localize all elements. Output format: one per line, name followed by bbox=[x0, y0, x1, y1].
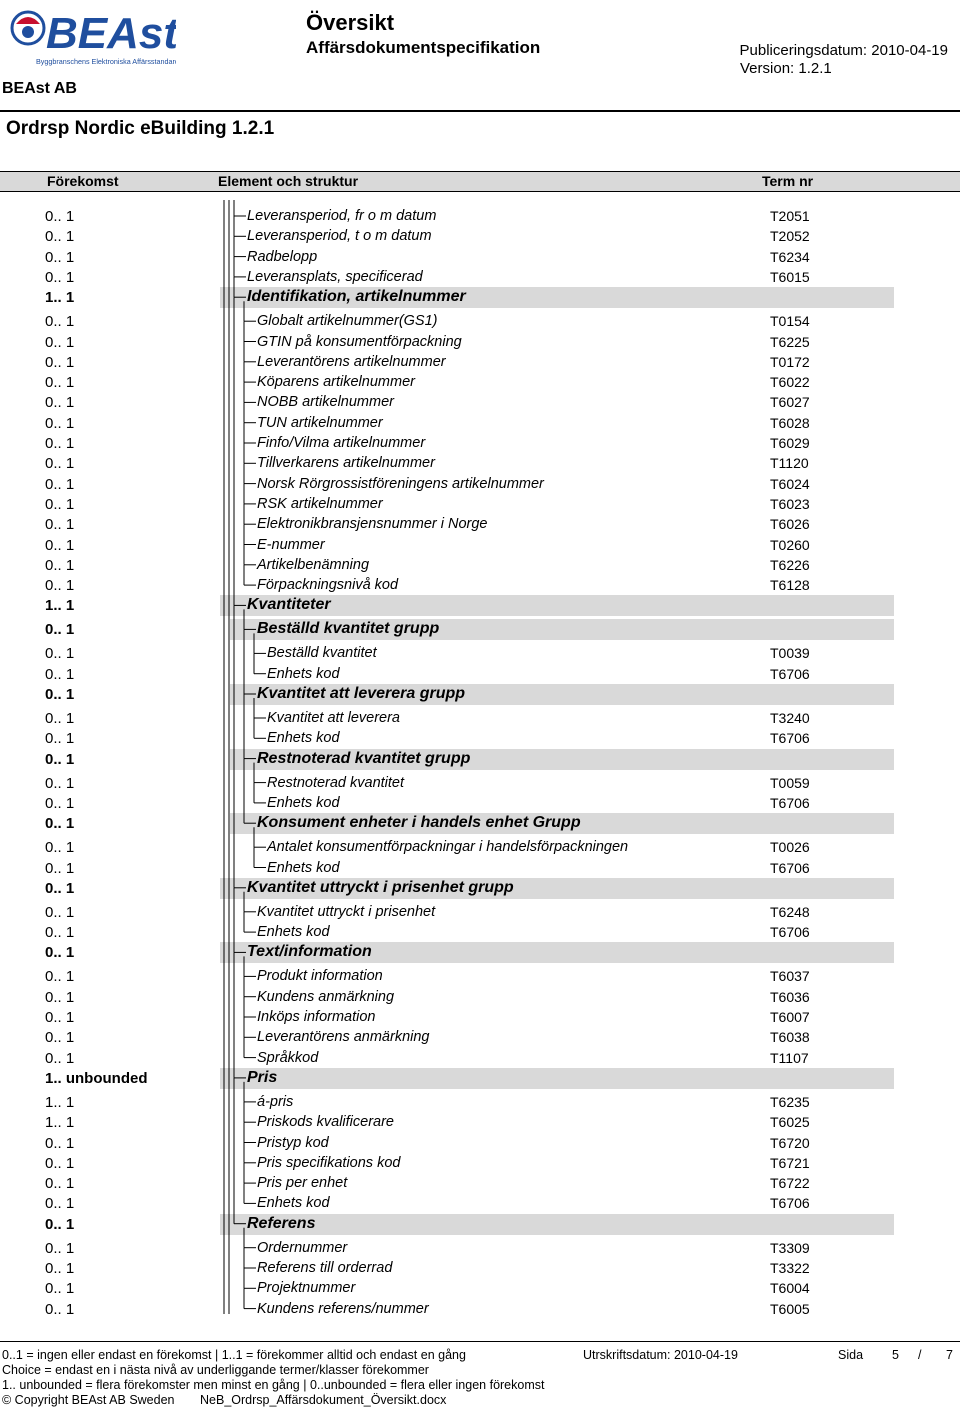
element-label: Artikelbenämning bbox=[257, 556, 370, 573]
element-label: Text/information bbox=[247, 943, 372, 961]
footer-divider bbox=[0, 1341, 960, 1342]
occurrence-cell: 0.. 1 bbox=[45, 1175, 75, 1193]
page-total: 7 bbox=[946, 1348, 953, 1362]
element-label: Enhets kod bbox=[257, 1195, 330, 1212]
element-label: Förpackningsnivå kod bbox=[257, 577, 399, 594]
occurrence-cell: 0.. 1 bbox=[45, 556, 75, 574]
element-label: Ordernummer bbox=[257, 1239, 348, 1256]
term-number: T6706 bbox=[770, 730, 810, 747]
element-label: Kvantitet att leverera bbox=[267, 710, 400, 726]
occurrence-cell: 0.. 1 bbox=[45, 988, 75, 1006]
occurrence-cell: 0.. 1 bbox=[45, 1260, 75, 1277]
term-number: T6037 bbox=[770, 968, 810, 985]
term-number: T0026 bbox=[770, 839, 810, 856]
occurrence-cell: 0.. 1 bbox=[45, 1239, 75, 1257]
occurrence-cell: 0.. 1 bbox=[45, 879, 75, 897]
element-label: Språkkod bbox=[257, 1049, 319, 1066]
element-label: Konsument enheter i handels enhet Grupp bbox=[257, 814, 581, 832]
term-number: T6024 bbox=[770, 475, 810, 492]
term-number: T0039 bbox=[770, 645, 810, 662]
term-number: T6706 bbox=[770, 859, 810, 876]
page-subtitle: Affärsdokumentspecifikation bbox=[306, 38, 541, 57]
occurrence-cell: 0.. 1 bbox=[45, 374, 75, 392]
footer-legend-occurrence: 0..1 = ingen eller endast en förekomst | 1..1 = förekommer alltid och endast en gång bbox=[2, 1348, 466, 1362]
element-label: RSK artikelnummer bbox=[257, 495, 383, 512]
print-date: Utrskriftsdatum: 2010-04-19 bbox=[583, 1348, 738, 1362]
occurrence-cell: 1.. 1 bbox=[45, 289, 75, 307]
column-header-term: Term nr bbox=[762, 173, 814, 189]
occurrence-cell: 0.. 1 bbox=[45, 414, 75, 432]
term-number: T6235 bbox=[770, 1093, 810, 1110]
term-number: T6004 bbox=[770, 1280, 810, 1297]
occurrence-cell: 0.. 1 bbox=[45, 313, 75, 331]
occurrence-cell: 0.. 1 bbox=[45, 645, 75, 663]
term-number: T6025 bbox=[770, 1114, 810, 1131]
occurrence-cell: 0.. 1 bbox=[45, 794, 75, 812]
occurrence-cell: 0.. 1 bbox=[45, 815, 75, 833]
element-label: NOBB artikelnummer bbox=[257, 394, 394, 411]
term-number: T6007 bbox=[770, 1009, 810, 1025]
element-label: Restnoterad kvantitet bbox=[267, 774, 405, 791]
footer-legend-choice: Choice = endast en i nästa nivå av underliggande termer/klasser förekommer bbox=[2, 1363, 429, 1377]
page-separator: / bbox=[918, 1348, 922, 1362]
occurrence-cell: 0.. 1 bbox=[45, 455, 75, 473]
term-number: T6721 bbox=[770, 1154, 810, 1171]
element-label: Kundens referens/nummer bbox=[257, 1300, 429, 1317]
element-label: Leveransperiod, fr o m datum bbox=[247, 208, 437, 224]
occurrence-cell: 0.. 1 bbox=[45, 353, 75, 371]
element-label: Finfo/Vilma artikelnummer bbox=[257, 435, 426, 451]
occurrence-cell: 0.. 1 bbox=[45, 944, 75, 962]
occurrence-cell: 1.. 1 bbox=[45, 597, 75, 615]
page-title: Översikt bbox=[306, 10, 395, 35]
term-number: T6015 bbox=[770, 268, 810, 285]
occurrence-cell: 0.. 1 bbox=[45, 208, 75, 225]
occurrence-cell: 0.. 1 bbox=[45, 1134, 75, 1152]
occurrence-cell: 0.. 1 bbox=[45, 665, 75, 683]
footer-legend-unbounded: 1.. unbounded = flera förekomster men minst en gång | 0..unbounded = flera eller ingen förekomst bbox=[2, 1378, 545, 1392]
logo-text: BEAst bbox=[46, 9, 176, 58]
element-label: Referens till orderrad bbox=[257, 1260, 393, 1276]
occurrence-cell: 0.. 1 bbox=[45, 710, 75, 727]
occurrence-cell: 0.. 1 bbox=[45, 228, 75, 246]
term-number: T1107 bbox=[770, 1049, 809, 1066]
term-number: T3240 bbox=[770, 710, 810, 726]
element-label: Elektronikbransjensnummer i Norge bbox=[257, 516, 488, 533]
document-title: Ordrsp Nordic eBuilding 1.2.1 bbox=[6, 118, 275, 139]
element-label: á-pris bbox=[257, 1093, 294, 1110]
occurrence-cell: 0.. 1 bbox=[45, 903, 75, 921]
occurrence-cell: 0.. 1 bbox=[45, 394, 75, 412]
occurrence-cell: 0.. 1 bbox=[45, 1049, 75, 1067]
term-number: T1120 bbox=[770, 455, 809, 472]
element-label: Pristyp kod bbox=[257, 1134, 329, 1151]
term-number: T0059 bbox=[770, 774, 810, 791]
occurrence-cell: 0.. 1 bbox=[45, 730, 75, 748]
occurrence-cell: 0.. 1 bbox=[45, 577, 75, 595]
term-number: T6023 bbox=[770, 495, 810, 512]
element-label: Leveransplats, specificerad bbox=[247, 268, 423, 285]
occurrence-cell: 0.. 1 bbox=[45, 435, 75, 452]
term-number: T6720 bbox=[770, 1134, 810, 1151]
occurrence-cell: 1.. 1 bbox=[45, 1114, 75, 1132]
occurrence-cell: 0.. 1 bbox=[45, 621, 75, 639]
element-label: Köparens artikelnummer bbox=[257, 374, 415, 391]
copyright: © Copyright BEAst AB Sweden bbox=[2, 1393, 175, 1407]
element-label: Enhets kod bbox=[267, 665, 340, 682]
element-label: Enhets kod bbox=[257, 924, 330, 941]
element-label: Produkt information bbox=[257, 968, 383, 985]
element-label: Leveransperiod, t o m datum bbox=[247, 228, 432, 245]
occurrence-cell: 0.. 1 bbox=[45, 839, 75, 857]
term-number: T3309 bbox=[770, 1239, 810, 1256]
element-label: Kvantitet uttryckt i prisenhet grupp bbox=[247, 878, 514, 896]
element-label: Pris per enhet bbox=[257, 1175, 348, 1192]
element-label: Projektnummer bbox=[257, 1280, 356, 1297]
occurrence-cell: 0.. 1 bbox=[45, 774, 75, 792]
page-current: 5 bbox=[892, 1348, 899, 1362]
term-number: T0172 bbox=[770, 353, 810, 370]
version-label: Version: 1.2.1 bbox=[740, 60, 832, 77]
element-label: Pris bbox=[247, 1068, 278, 1086]
occurrence-cell: 1.. 1 bbox=[45, 1093, 75, 1111]
file-name: NeB_Ordrsp_Affärsdokument_Översikt.docx bbox=[200, 1393, 447, 1407]
page-label: Sida bbox=[838, 1348, 864, 1362]
element-label: Kundens anmärkning bbox=[257, 988, 395, 1005]
company-name: BEAst AB bbox=[2, 80, 77, 97]
element-label: Leverantörens artikelnummer bbox=[257, 353, 446, 370]
term-number: T6722 bbox=[770, 1175, 810, 1192]
occurrence-cell: 0.. 1 bbox=[45, 495, 75, 513]
term-number: T6234 bbox=[770, 248, 810, 265]
element-label: Kvantitet uttryckt i prisenhet bbox=[257, 903, 436, 920]
element-label: TUN artikelnummer bbox=[257, 414, 383, 431]
occurrence-cell: 0.. 1 bbox=[45, 475, 75, 493]
term-number: T6027 bbox=[770, 394, 810, 411]
occurrence-cell: 0.. 1 bbox=[45, 516, 75, 534]
element-label: Tillverkarens artikelnummer bbox=[257, 455, 435, 472]
column-header-element: Element och struktur bbox=[218, 173, 359, 189]
element-label: Enhets kod bbox=[267, 859, 340, 876]
term-number: T0154 bbox=[770, 313, 810, 330]
element-label: Kvantitet att leverera grupp bbox=[257, 685, 466, 702]
occurrence-cell: 0.. 1 bbox=[45, 924, 75, 942]
element-label: Referens bbox=[247, 1214, 316, 1232]
term-number: T6026 bbox=[770, 516, 810, 533]
term-number: T6248 bbox=[770, 903, 810, 920]
occurrence-cell: 0.. 1 bbox=[45, 268, 75, 286]
term-number: T6706 bbox=[770, 924, 810, 941]
element-label: GTIN på konsumentförpackning bbox=[257, 333, 462, 350]
element-label: Identifikation, artikelnummer bbox=[247, 288, 466, 306]
element-label: Enhets kod bbox=[267, 794, 340, 811]
term-number: T6028 bbox=[770, 414, 810, 431]
element-label: Radbelopp bbox=[247, 248, 318, 265]
occurrence-cell: 0.. 1 bbox=[45, 1154, 75, 1172]
occurrence-cell: 0.. 1 bbox=[45, 1009, 75, 1026]
term-number: T0260 bbox=[770, 536, 810, 553]
element-label: Priskods kvalificerare bbox=[257, 1114, 394, 1131]
element-label: Inköps information bbox=[257, 1009, 376, 1025]
occurrence-cell: 0.. 1 bbox=[45, 248, 75, 266]
element-label: Beställd kvantitet grupp bbox=[257, 620, 440, 638]
term-number: T6029 bbox=[770, 435, 810, 451]
occurrence-cell: 0.. 1 bbox=[45, 1195, 75, 1213]
term-number: T3322 bbox=[770, 1260, 810, 1276]
element-label: Leverantörens anmärkning bbox=[257, 1029, 430, 1046]
term-number: T2051 bbox=[770, 208, 810, 224]
term-number: T6005 bbox=[770, 1300, 810, 1317]
element-label: Norsk Rörgrossistföreningens artikelnummer bbox=[257, 475, 544, 492]
term-number: T6706 bbox=[770, 794, 810, 811]
element-label: Kvantiteter bbox=[247, 596, 331, 614]
term-number: T6022 bbox=[770, 374, 810, 391]
publication-date: Publiceringsdatum: 2010-04-19 bbox=[739, 42, 948, 59]
term-number: T6036 bbox=[770, 988, 810, 1005]
term-number: T6706 bbox=[770, 1195, 810, 1212]
term-number: T6038 bbox=[770, 1029, 810, 1046]
occurrence-cell: 1.. unbounded bbox=[45, 1069, 148, 1087]
occurrence-cell: 0.. 1 bbox=[45, 1300, 75, 1318]
occurrence-cell: 0.. 1 bbox=[45, 333, 75, 351]
occurrence-cell: 0.. 1 bbox=[45, 1215, 75, 1233]
term-number: T6225 bbox=[770, 333, 810, 350]
occurrence-cell: 0.. 1 bbox=[45, 859, 75, 877]
occurrence-cell: 0.. 1 bbox=[45, 968, 75, 986]
term-number: T6128 bbox=[770, 577, 810, 594]
element-label: Enhets kod bbox=[267, 730, 340, 747]
logo-tagline: Byggbranschens Elektroniska Affärsstandard bbox=[36, 57, 176, 66]
occurrence-cell: 0.. 1 bbox=[45, 1029, 75, 1047]
element-label: Restnoterad kvantitet grupp bbox=[257, 749, 471, 767]
element-label: Beställd kvantitet bbox=[267, 645, 377, 662]
term-number: T6706 bbox=[770, 665, 810, 682]
element-label: Pris specifikations kod bbox=[257, 1154, 401, 1171]
element-label: Antalet konsumentförpackningar i handelsförpackningen bbox=[267, 839, 629, 856]
occurrence-cell: 0.. 1 bbox=[45, 1280, 75, 1298]
element-label: E-nummer bbox=[257, 536, 325, 553]
column-header-occurrence: Förekomst bbox=[47, 173, 119, 189]
term-number: T2052 bbox=[770, 228, 810, 245]
occurrence-cell: 0.. 1 bbox=[45, 686, 75, 703]
element-label: Globalt artikelnummer(GS1) bbox=[257, 313, 438, 330]
term-number: T6226 bbox=[770, 556, 810, 573]
occurrence-cell: 0.. 1 bbox=[45, 536, 75, 554]
occurrence-cell: 0.. 1 bbox=[45, 750, 75, 768]
